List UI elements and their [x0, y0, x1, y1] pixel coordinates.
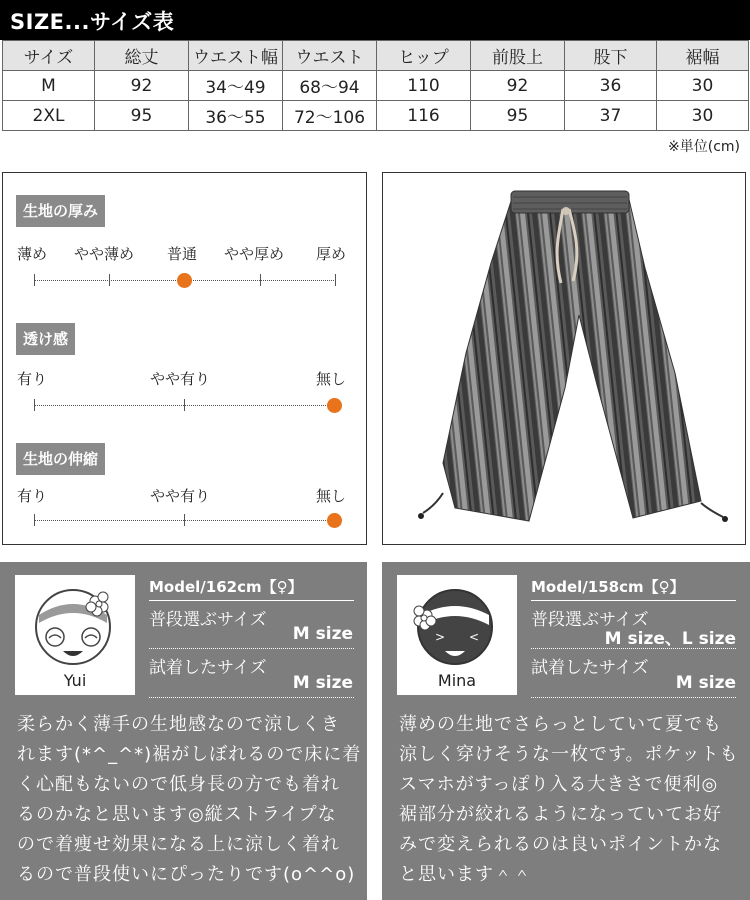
- thickness-option: 厚め: [316, 245, 347, 263]
- sheerness-marker: [327, 398, 342, 413]
- table-cell: 2XL: [3, 101, 95, 131]
- sheerness-scale-line: [34, 405, 336, 406]
- table-cell: 92: [471, 71, 565, 101]
- comment-line: く心配もないので低身長の方でも着れ: [17, 774, 340, 795]
- usual-size-value: M size、L size: [604, 629, 736, 649]
- model-face-icon: [397, 575, 517, 670]
- tried-size-label: 試着したサイズ: [149, 658, 267, 678]
- scale-tick: [260, 274, 261, 286]
- divider: [149, 648, 354, 649]
- model-header: Model/158cm【♀】: [531, 578, 685, 596]
- size-table-header-row: [3, 41, 749, 71]
- table-cell: 30: [657, 101, 749, 131]
- sheerness-label: 透け感: [16, 323, 75, 355]
- tried-size-value: M size: [675, 673, 736, 693]
- column-header: 総丈: [95, 41, 189, 71]
- table-cell: 92: [95, 71, 189, 101]
- column-header: ヒップ: [377, 41, 471, 71]
- thickness-option: 薄め: [17, 245, 48, 263]
- svg-text:<: <: [469, 630, 480, 644]
- divider: [149, 697, 354, 698]
- avatar: [15, 575, 135, 695]
- comment-line: 裾部分が絞れるようになっていてお好: [399, 804, 722, 825]
- column-header: ウエスト: [283, 41, 377, 71]
- stretch-option: 無し: [316, 487, 347, 505]
- column-header: 前股上: [471, 41, 565, 71]
- column-header: 裾幅: [657, 41, 749, 71]
- comment-line: ので着痩せ効果になる上に涼しく着れ: [17, 834, 340, 855]
- comment-line: 薄めの生地でさらっとしていて夏でも: [399, 714, 722, 735]
- thickness-option: やや薄め: [74, 245, 135, 263]
- unit-note: ※単位(cm): [668, 139, 740, 155]
- model-header: Model/162cm【♀】: [149, 578, 303, 596]
- table-cell: 68〜94: [283, 71, 377, 101]
- column-header: ウエスト幅: [189, 41, 283, 71]
- comment-line: みで変えられるのは良いポイントかな: [399, 834, 722, 855]
- divider: [149, 600, 354, 601]
- column-header: サイズ: [3, 41, 95, 71]
- scale-tick: [184, 399, 185, 411]
- usual-size-label: 普段選ぶサイズ: [149, 610, 267, 630]
- divider: [531, 600, 736, 601]
- scale-tick: [335, 274, 336, 286]
- table-cell: M: [3, 71, 95, 101]
- stretch-option: やや有り: [150, 487, 211, 505]
- usual-size-label: 普段選ぶサイズ: [531, 610, 649, 630]
- review-comment: [399, 710, 739, 890]
- model-name: Yui: [63, 671, 87, 690]
- stretch-option: 有り: [17, 487, 48, 505]
- comment-line: 柔らかく薄手の生地感なので涼しくき: [17, 714, 340, 735]
- model-name: Mina: [437, 671, 477, 690]
- sheerness-option: 有り: [17, 370, 48, 388]
- thickness-option: やや厚め: [224, 245, 285, 263]
- table-cell: 110: [377, 71, 471, 101]
- thickness-option: 普通: [167, 245, 198, 263]
- table-cell: 95: [95, 101, 189, 131]
- scale-tick: [109, 274, 110, 286]
- table-cell: 116: [377, 101, 471, 131]
- tried-size-value: M size: [292, 673, 353, 693]
- scale-tick: [34, 274, 35, 286]
- stretch-marker: [327, 513, 342, 528]
- comment-line: るので普段使いにぴったりです(o^^o): [17, 864, 356, 885]
- scale-tick: [34, 514, 35, 526]
- comment-line: れます(*^_^*)裾がしぼれるので床に着: [17, 744, 362, 765]
- thickness-marker: [177, 273, 192, 288]
- fabric-panel: [2, 172, 367, 545]
- table-cell: 30: [657, 71, 749, 101]
- stretch-label: 生地の伸縮: [16, 443, 105, 475]
- comment-line: 涼しく穿けそうな一枚です。ポケットも: [399, 744, 739, 765]
- size-chart-title: SIZE...サイズ表: [10, 10, 175, 34]
- usual-size-value: M size: [292, 624, 353, 644]
- stretch-scale-line: [34, 520, 336, 521]
- review-panel-yui: [0, 562, 367, 900]
- table-cell: 34〜49: [189, 71, 283, 101]
- model-face-icon: [15, 575, 135, 670]
- table-cell: 36〜55: [189, 101, 283, 131]
- review-comment: [17, 710, 361, 890]
- sheerness-option: やや有り: [150, 370, 211, 388]
- table-cell: 72〜106: [283, 101, 377, 131]
- scale-tick: [34, 399, 35, 411]
- avatar: [397, 575, 517, 695]
- sheerness-option: 無し: [316, 370, 347, 388]
- table-row: [3, 101, 749, 131]
- svg-text:>: >: [435, 630, 446, 644]
- scale-tick: [184, 514, 185, 526]
- comment-line: るのかなと思います◎縦ストライプな: [17, 804, 337, 825]
- tried-size-label: 試着したサイズ: [531, 658, 649, 678]
- size-chart-header: [0, 0, 750, 40]
- table-cell: 36: [565, 71, 657, 101]
- divider: [531, 697, 736, 698]
- thickness-label: 生地の厚み: [16, 195, 105, 227]
- table-row: [3, 71, 749, 101]
- review-panel-mina: [382, 562, 750, 900]
- column-header: 股下: [565, 41, 657, 71]
- product-photo: [382, 172, 746, 545]
- divider: [531, 648, 736, 649]
- striped-pants-image: [383, 173, 745, 544]
- size-table: [2, 40, 749, 131]
- table-cell: 37: [565, 101, 657, 131]
- table-cell: 95: [471, 101, 565, 131]
- comment-line: と思います＾＾: [399, 864, 532, 885]
- comment-line: スマホがすっぽり入る大きさで便利◎: [399, 774, 719, 795]
